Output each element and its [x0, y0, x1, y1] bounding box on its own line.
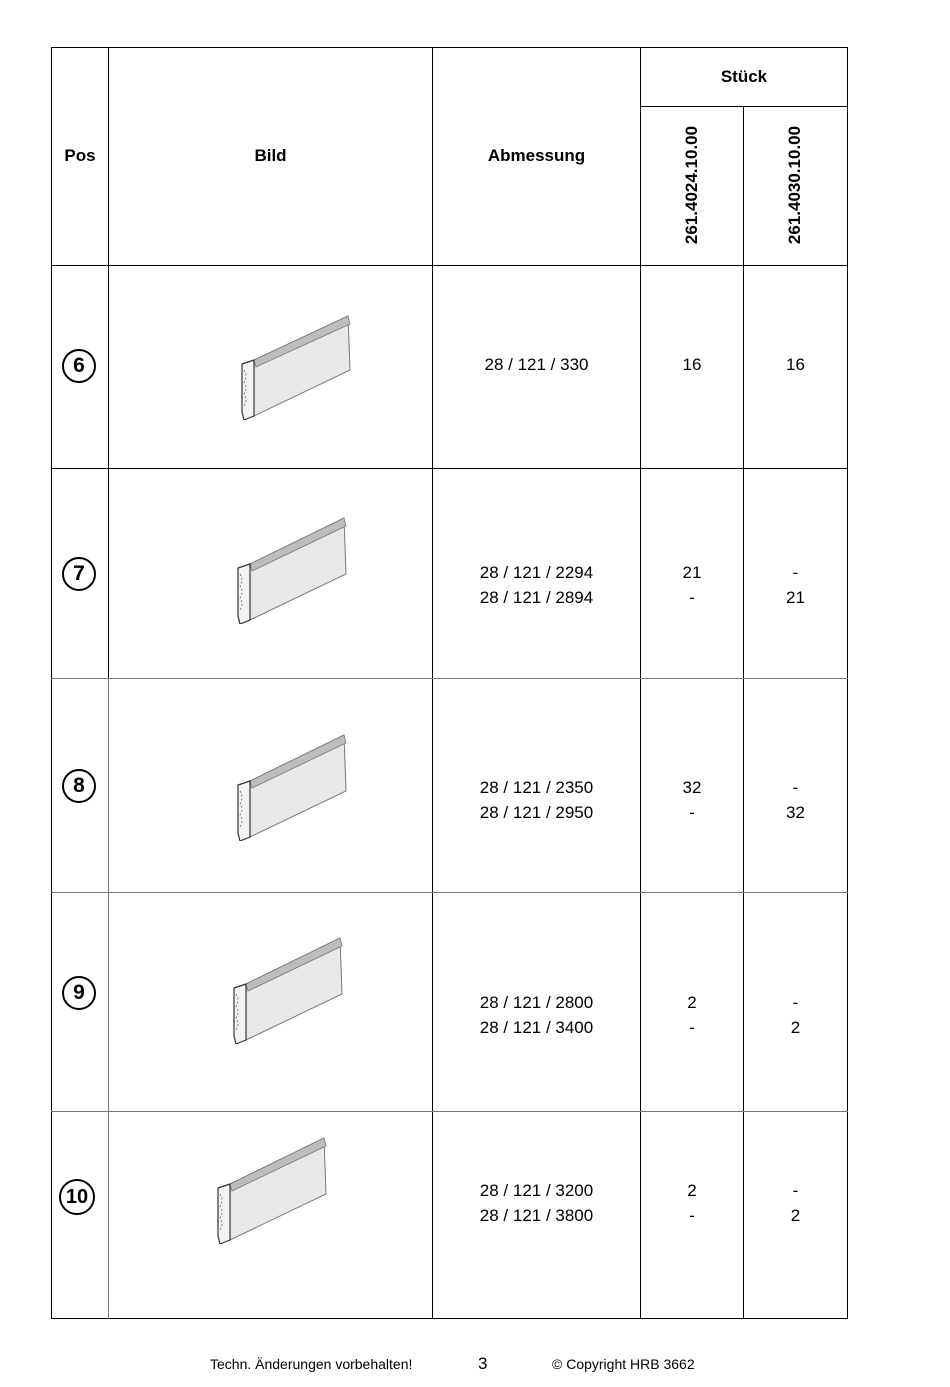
qty-line: -: [689, 1018, 695, 1037]
row-divider: [51, 265, 848, 266]
qty-line: 32: [682, 778, 702, 797]
qty-line: 2: [790, 1018, 801, 1037]
dimension-line: 28 / 121 / 3400: [479, 1018, 594, 1037]
dimension-line: 28 / 121 / 2894: [479, 588, 594, 607]
position-marker: 8: [62, 769, 96, 803]
footer-copyright: © Copyright HRB 3662: [552, 1356, 695, 1372]
qty-line: 21: [786, 588, 805, 607]
footer-note: Techn. Änderungen vorbehalten!: [210, 1356, 413, 1372]
dimension-cell: 28 / 121 / 330: [484, 355, 589, 374]
qty-line: -: [792, 993, 799, 1012]
position-marker: 6: [62, 349, 96, 383]
dimension-cell: [433, 560, 640, 610]
qty-b-cell: [744, 990, 847, 1040]
header-pos: Pos: [64, 146, 96, 165]
qty-a-cell: [641, 1178, 743, 1228]
dimension-line: 28 / 121 / 3800: [479, 1206, 594, 1225]
qty-b-cell: [744, 775, 847, 825]
header-stueck: Stück: [720, 67, 768, 86]
col-divider: [640, 47, 641, 1319]
slat-profile-image: [234, 516, 350, 624]
row-divider: [51, 892, 848, 893]
qty-b-cell: 16: [786, 355, 805, 374]
header-abmessung: Abmessung: [487, 146, 586, 165]
col-divider: [108, 678, 109, 1319]
position-marker: 10: [59, 1179, 95, 1215]
row-divider: [51, 1111, 848, 1112]
parts-table: [51, 47, 848, 1319]
position-marker: 9: [62, 976, 96, 1010]
row-divider: [640, 106, 848, 107]
qty-a-cell: [641, 560, 743, 610]
qty-line: -: [689, 1206, 695, 1225]
qty-a-cell: [641, 775, 743, 825]
col-divider: [108, 47, 109, 678]
qty-line: -: [792, 1181, 799, 1200]
header-article-b: 261.4030.10.00: [785, 125, 804, 245]
slat-profile-image: [214, 1136, 330, 1244]
header-article-a: 261.4024.10.00: [682, 125, 701, 245]
col-divider: [743, 107, 744, 1319]
qty-line: 2: [687, 1181, 697, 1200]
dimension-line: 28 / 121 / 2294: [479, 563, 594, 582]
dimension-line: 28 / 121 / 3200: [479, 1181, 594, 1200]
qty-a-cell: [641, 990, 743, 1040]
position-marker: 7: [62, 557, 96, 591]
dimension-line: 28 / 121 / 2800: [479, 993, 594, 1012]
dimension-cell: [433, 1178, 640, 1228]
slat-profile-image: [230, 936, 346, 1044]
qty-line: 32: [786, 803, 805, 822]
qty-line: 21: [682, 563, 702, 582]
qty-b-cell: [744, 1178, 847, 1228]
qty-line: 2: [790, 1206, 801, 1225]
qty-a-cell: 16: [682, 355, 702, 374]
qty-line: -: [792, 563, 799, 582]
slat-profile-image: [234, 733, 350, 841]
dimension-line: 28 / 121 / 2350: [479, 778, 594, 797]
dimension-cell: [433, 775, 640, 825]
dimension-cell: [433, 990, 640, 1040]
slat-profile-image: [238, 312, 354, 420]
dimension-line: 28 / 121 / 2950: [479, 803, 594, 822]
qty-line: 2: [687, 993, 697, 1012]
qty-line: -: [792, 778, 799, 797]
row-divider: [51, 468, 848, 469]
header-bild: Bild: [254, 146, 287, 165]
qty-line: -: [689, 588, 695, 607]
row-divider: [51, 678, 848, 679]
col-divider: [432, 47, 433, 1319]
page-number: 3: [478, 1354, 488, 1373]
qty-line: -: [689, 803, 695, 822]
qty-b-cell: [744, 560, 847, 610]
